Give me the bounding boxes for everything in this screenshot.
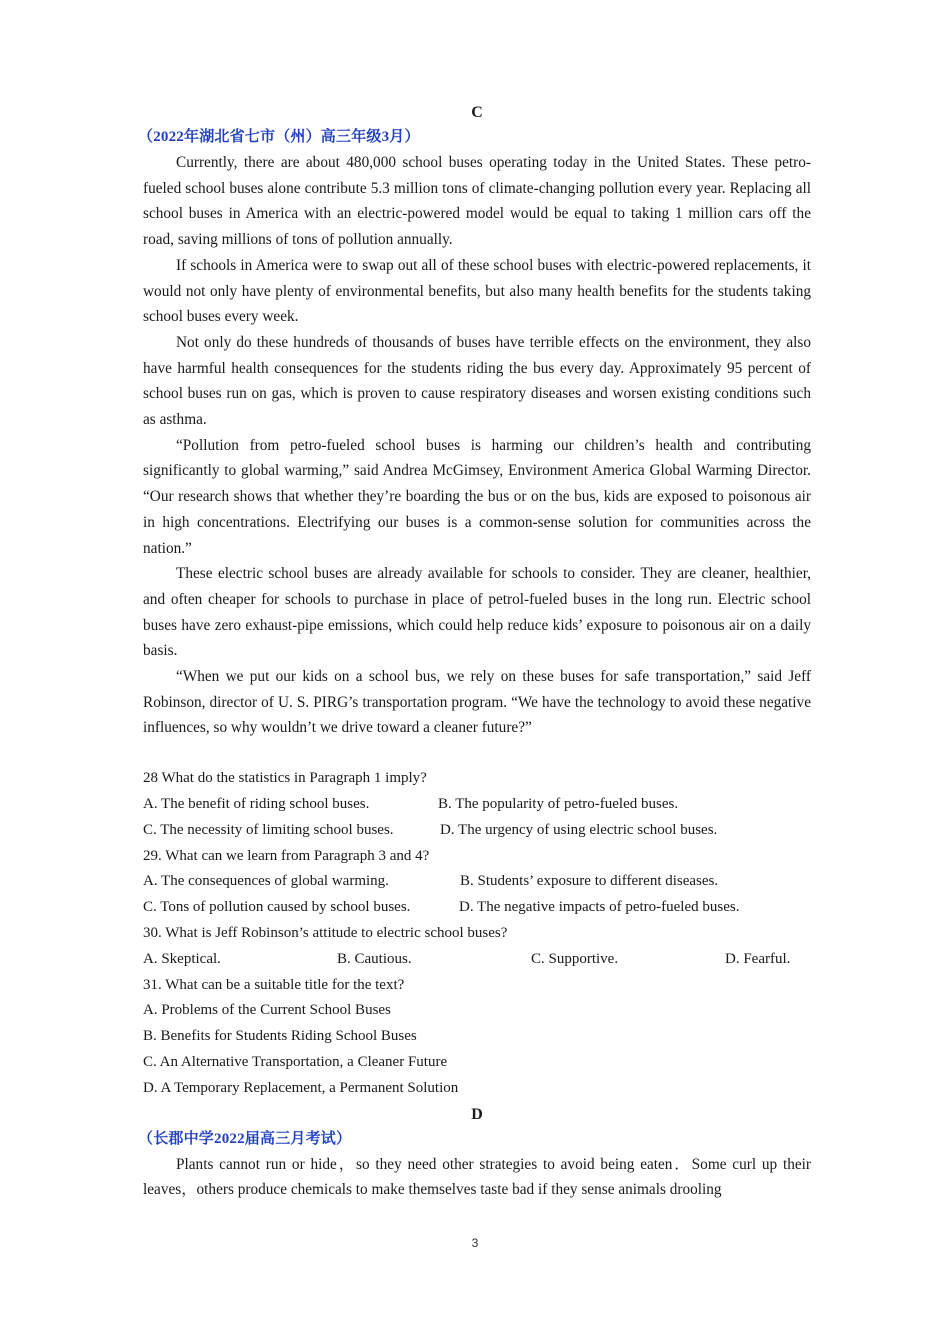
option-d: D. The urgency of using electric school buses. — [440, 821, 718, 838]
option-b: B. Students’ exposure to different diseases. — [460, 873, 719, 890]
option-c: C. Tons of pollution caused by school buses. — [143, 899, 411, 916]
section-d-heading: D — [471, 1105, 483, 1123]
question-stem: 31. What can be a suitable title for the text? — [143, 976, 405, 993]
question-stem: 29. What can we learn from Paragraph 3 and 4? — [143, 847, 430, 864]
question-stem: 30. What is Jeff Robinson’s attitude to electric school buses? — [143, 924, 508, 941]
passage-c-paragraph-2: If schools in America were to swap out all of these school buses with electric-powered replacements, it would not only have plenty of environmental benefits, but also many health benefits for the students taking school buses every week. — [143, 256, 811, 326]
section-c-source: （2022年湖北省七市（州）高三年级3月） — [138, 129, 420, 145]
passage-c-paragraph-5: These electric school buses are already available for schools to consider. They are cleaner, healthier, and often cheaper for schools to purchase in place of petrol-fueled buses in the long run. Electric school buses have zero exhaust-pipe emissions, which could help reduce kids’ exposure to poisonous air on a daily basis. — [143, 565, 811, 660]
section-d-source: （长郡中学2022届高三月考试） — [138, 1130, 352, 1147]
option-b: B. Cautious. — [337, 950, 412, 967]
passage-d-paragraph-1: Plants cannot run or hide，so they need other strategies to avoid being eaten．Some curl up their leaves，others produce chemicals to make themselves taste bad if they sense animals drooling — [143, 1155, 811, 1199]
option-b: B. The popularity of petro-fueled buses. — [438, 795, 679, 812]
option-d: D. The negative impacts of petro-fueled buses. — [459, 899, 740, 916]
question-stem: 28 What do the statistics in Paragraph 1 imply? — [143, 770, 427, 787]
page-number: 3 — [471, 1236, 479, 1250]
option-a: A. The benefit of riding school buses. — [143, 795, 370, 812]
option-c: C. An Alternative Transportation, a Cleaner Future — [143, 1053, 448, 1070]
document-page — [138, 100, 811, 1203]
passage-c-paragraph-4: “Pollution from petro-fueled school buses is harming our children’s health and contributing significantly to global warming,” said Andrea McGimsey, Environment America Global Warming Director. “Our research shows that whether they’re boarding the bus or on the bus, kids are exposed to poisonous air in high concentrations. Electrifying our buses is a common-sense solution for communities across the nation.” — [143, 436, 811, 557]
question-31 — [143, 973, 811, 1102]
passage-c-paragraph-6: “When we put our kids on a school bus, we rely on these buses for safe transportation,” said Jeff Robinson, director of U. S. PIRG’s transportation program. “We have the technology to avoid these negative influences, so why wouldn’t we drive toward a cleaner future?” — [143, 668, 811, 737]
option-d: D. Fearful. — [725, 950, 791, 967]
option-b: B. Benefits for Students Riding School Buses — [143, 1028, 417, 1045]
question-30 — [143, 921, 811, 973]
option-a: A. The consequences of global warming. — [143, 873, 389, 890]
section-c-heading: C — [471, 104, 483, 121]
option-c: C. Supportive. — [531, 950, 619, 967]
passage-c-paragraph-1: Currently, there are about 480,000 school buses operating today in the United States. These petro-fueled school buses alone contribute 5.3 million tons of climate-changing pollution every year. Replacing all school buses in America with an electric-powered model would be equal to taking 1 million cars off the road, saving millions of tons of pollution annually. — [143, 154, 811, 249]
question-29 — [143, 844, 811, 921]
passage-c-paragraph-3: Not only do these hundreds of thousands of buses have terrible effects on the environment, they also have harmful health consequences for the students riding the bus every day. Approximately 95 percent of school buses run on gas, which is proven to cause respiratory diseases and worsen existing conditions such as asthma. — [143, 333, 811, 429]
option-d: D. A Temporary Replacement, a Permanent Solution — [143, 1079, 459, 1096]
option-a: A. Skeptical. — [143, 950, 221, 967]
question-28 — [143, 766, 811, 843]
option-c: C. The necessity of limiting school buses. — [143, 821, 394, 838]
option-a: A. Problems of the Current School Buses — [143, 1002, 391, 1019]
